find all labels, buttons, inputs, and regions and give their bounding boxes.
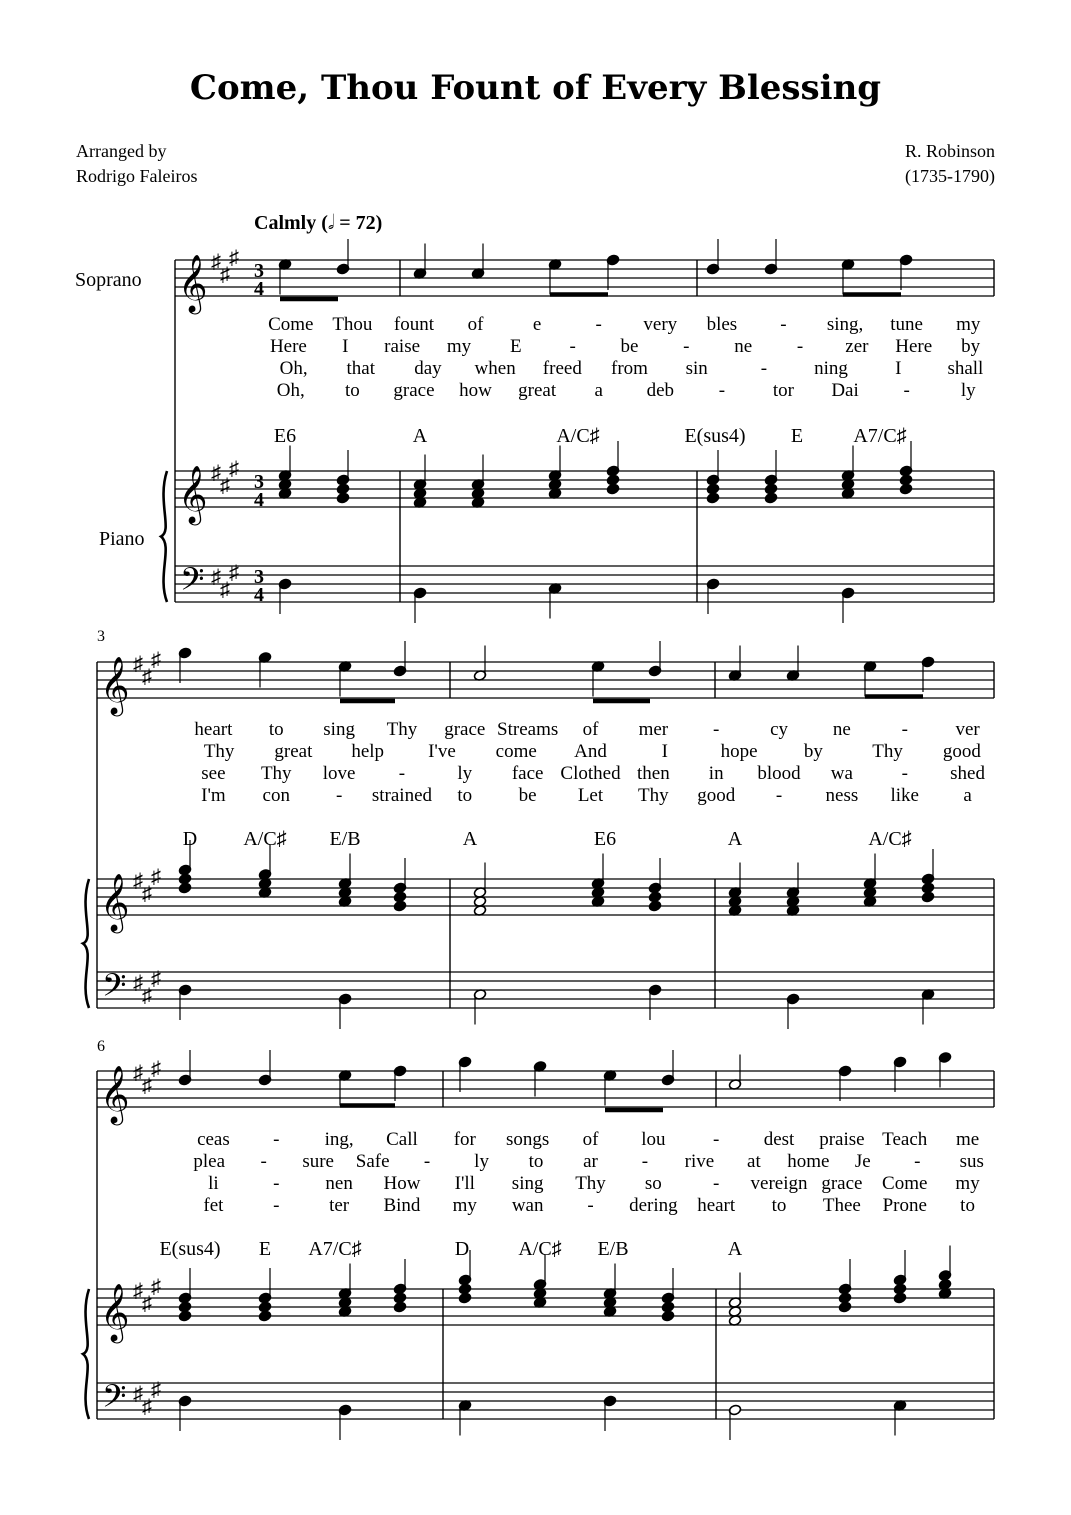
lyric-syllable: of — [582, 719, 599, 740]
lyric-syllable: How — [383, 1173, 421, 1194]
lyric-syllable: ar — [583, 1151, 598, 1172]
sharp-icon: ♯ — [142, 883, 152, 905]
lyric-syllable: wa — [830, 763, 853, 784]
lyric-syllable: - — [398, 763, 406, 784]
notehead — [838, 1301, 851, 1313]
lyric-syllable: a — [963, 785, 972, 806]
lyric-syllable: my — [446, 336, 472, 357]
lyric-syllable: to — [344, 380, 360, 401]
notehead — [648, 900, 661, 912]
lyric-syllable: - — [335, 785, 343, 806]
lyric-syllable: at — [747, 1151, 761, 1172]
chord-symbol: D — [182, 828, 198, 850]
lyric-syllable: e — [532, 314, 542, 335]
notehead — [178, 882, 191, 894]
lyric-syllable: I — [895, 358, 902, 379]
lyric-syllable: heart — [194, 719, 233, 740]
lyric-syllable: by — [803, 741, 823, 762]
lyric-syllable: tune — [890, 314, 923, 335]
lyric-syllable: vereign — [750, 1173, 808, 1194]
lyric-syllable: ly — [457, 763, 473, 784]
lyric-syllable: to — [457, 785, 473, 806]
sharp-icon: ♯ — [142, 1396, 152, 1418]
lyric-syllable: praise — [819, 1129, 865, 1150]
lyric-syllable: ness — [825, 785, 859, 806]
sharp-icon: ♯ — [133, 1383, 143, 1405]
chord-symbol: E — [258, 1238, 272, 1260]
chord-symbol: E6 — [593, 828, 617, 850]
notehead — [899, 483, 912, 495]
lyric-syllable: grace — [393, 380, 435, 401]
lyric-syllable: Oh, — [279, 358, 308, 379]
arranger-line-1: Arranged by — [76, 141, 167, 161]
lyric-syllable: to — [960, 1195, 975, 1216]
chord-symbol: E/B — [597, 1238, 629, 1260]
chord-symbol: A — [462, 828, 478, 850]
lyric-syllable: to — [528, 1151, 544, 1172]
lyric-syllable: so — [644, 1173, 662, 1194]
lyric-syllable: grace — [444, 719, 486, 740]
lyric-syllable: - — [780, 314, 787, 335]
lyric-syllable: con — [262, 785, 290, 806]
chord-symbol: A/C♯ — [868, 828, 912, 850]
chord-symbol: A — [412, 425, 428, 447]
lyric-syllable: when — [474, 358, 516, 379]
time-signature-bottom: 4 — [254, 489, 264, 511]
notehead — [393, 900, 406, 912]
lyric-syllable: wan — [511, 1195, 544, 1216]
lyric-syllable: Thee — [822, 1195, 861, 1216]
lyric-syllable: for — [453, 1129, 476, 1150]
sharp-icon: ♯ — [142, 1293, 152, 1315]
lyric-syllable: by — [961, 336, 981, 357]
lyric-syllable: songs — [506, 1129, 550, 1150]
treble-clef-icon: 𝄞 — [100, 874, 130, 930]
score-title: Come, Thou Fount of Every Blessing — [189, 68, 882, 108]
lyric-syllable: Thy — [575, 1173, 606, 1194]
lyric-syllable: Prone — [882, 1195, 927, 1216]
lyric-syllable: deb — [646, 380, 675, 401]
sharp-icon: ♯ — [133, 1280, 143, 1302]
lyric-syllable: great — [274, 741, 313, 762]
lyric-syllable: Call — [386, 1129, 418, 1150]
sharp-icon: ♯ — [220, 264, 230, 286]
piano-brace-icon — [83, 1289, 89, 1419]
piano-brace-icon — [161, 471, 167, 602]
sharp-icon: ♯ — [133, 870, 143, 892]
lyric-syllable: Clothed — [560, 763, 621, 784]
sharp-icon: ♯ — [229, 247, 239, 269]
lyric-syllable: nen — [325, 1173, 353, 1194]
lyric-syllable: shed — [950, 763, 985, 784]
lyric-syllable: sure — [302, 1151, 334, 1172]
sharp-icon: ♯ — [211, 251, 221, 273]
time-signature-bottom: 4 — [254, 278, 264, 300]
lyric-syllable: Thy — [638, 785, 669, 806]
chord-symbol: A7/C♯ — [308, 1238, 362, 1260]
lyric-syllable: mer — [638, 719, 669, 740]
sharp-icon: ♯ — [151, 1276, 161, 1298]
lyric-syllable: tor — [772, 380, 795, 401]
lyric-syllable: - — [587, 1195, 594, 1216]
treble-clef-icon: 𝄞 — [178, 466, 208, 522]
lyric-syllable: Streams — [497, 719, 559, 740]
lyric-syllable: me — [955, 1129, 980, 1150]
lyric-syllable: Safe — [355, 1151, 390, 1172]
lyric-syllable: Teach — [882, 1129, 928, 1150]
sharp-icon: ♯ — [220, 579, 230, 601]
lyric-syllable: And — [574, 741, 607, 762]
time-signature-top: 3 — [254, 566, 264, 588]
tempo-bpm: = 72 — [339, 212, 376, 234]
lyric-syllable: Here — [269, 336, 307, 357]
lyric-syllable: Oh, — [276, 380, 305, 401]
lyric-syllable: E — [510, 336, 522, 357]
lyric-syllable: sus — [959, 1151, 984, 1172]
lyric-syllable: see — [201, 763, 226, 784]
lyric-syllable: hope — [720, 741, 758, 762]
lyric-syllable: - — [569, 336, 576, 357]
composer-line-2: (1735-1790) — [905, 166, 995, 186]
lyric-syllable: Bind — [383, 1195, 421, 1216]
lyric-syllable: home — [787, 1151, 830, 1172]
sharp-icon: ♯ — [142, 985, 152, 1007]
lyric-syllable: sin — [685, 358, 708, 379]
bass-clef-icon: 𝄢 — [102, 1380, 127, 1422]
sharp-icon: ♯ — [229, 458, 239, 480]
notehead — [661, 1310, 674, 1322]
lyric-syllable: my — [956, 314, 981, 335]
lyric-syllable: ly — [474, 1151, 489, 1172]
lyric-syllable: ter — [329, 1195, 350, 1216]
lyric-syllable: Thy — [386, 719, 418, 740]
sharp-icon: ♯ — [133, 653, 143, 675]
lyric-syllable: I'll — [454, 1173, 475, 1194]
chord-symbol: E6 — [273, 425, 297, 447]
lyric-syllable: - — [713, 719, 720, 740]
lyric-syllable: face — [511, 763, 544, 784]
sharp-icon: ♯ — [211, 462, 221, 484]
lyric-syllable: - — [796, 336, 804, 357]
lyric-syllable: how — [459, 380, 492, 401]
lyric-syllable: cy — [770, 719, 789, 740]
sharp-icon: ♯ — [133, 1062, 143, 1084]
lyric-syllable: a — [594, 380, 603, 401]
notehead — [706, 492, 719, 504]
lyric-syllable: I — [342, 336, 349, 357]
lyric-syllable: my — [452, 1195, 477, 1216]
chord-symbol: E(sus4) — [684, 425, 746, 447]
lyric-syllable: shall — [947, 358, 984, 379]
sharp-icon: ♯ — [211, 566, 221, 588]
lyric-syllable: ne — [832, 719, 851, 740]
lyric-syllable: - — [713, 1129, 720, 1150]
chord-symbol: E/B — [329, 828, 361, 850]
lyric-syllable: ver — [955, 719, 980, 740]
notehead — [393, 1301, 406, 1313]
sharp-icon: ♯ — [220, 475, 230, 497]
arranger-line-2: Rodrigo Faleiros — [76, 166, 198, 186]
treble-clef-icon: 𝄞 — [100, 1284, 130, 1340]
lyric-syllable: Let — [577, 785, 604, 806]
time-signature-top: 3 — [254, 471, 264, 493]
lyric-syllable: - — [641, 1151, 649, 1172]
lyric-syllable: Thy — [260, 763, 292, 784]
lyric-syllable: - — [713, 1173, 720, 1194]
sharp-icon: ♯ — [151, 968, 161, 990]
notehead — [458, 1292, 471, 1304]
lyric-syllable: Thy — [203, 741, 235, 762]
tempo-marking: Calmly (𝅗𝅥 = 72) — [254, 212, 383, 234]
lyric-syllable: plea — [193, 1151, 226, 1172]
lyric-syllable: li — [208, 1173, 219, 1194]
lyric-syllable: Dai — [831, 380, 859, 401]
lyric-syllable: good — [697, 785, 736, 806]
lyric-syllable: sing — [511, 1173, 544, 1194]
lyric-syllable: dering — [629, 1195, 678, 1216]
lyric-syllable: come — [495, 741, 537, 762]
lyric-syllable: be — [620, 336, 639, 357]
soprano-label: Soprano — [75, 269, 142, 291]
lyric-syllable: - — [901, 719, 908, 740]
lyric-syllable: - — [760, 358, 768, 379]
notehead — [336, 492, 349, 504]
treble-clef-icon: 𝄞 — [100, 1066, 130, 1122]
lyric-syllable: - — [260, 1151, 267, 1172]
lyric-syllable: - — [903, 380, 910, 401]
lyric-syllable: rive — [684, 1151, 715, 1172]
bass-clef-icon: 𝄢 — [180, 563, 205, 605]
sharp-icon: ♯ — [151, 1058, 161, 1080]
lyric-syllable: zer — [845, 336, 869, 357]
quarter-note-icon: 𝅗𝅥 — [327, 212, 335, 234]
lyric-syllable: great — [518, 380, 557, 401]
lyric-syllable: from — [611, 358, 648, 379]
lyric-syllable: ne — [734, 336, 753, 357]
lyric-syllable: to — [268, 719, 284, 740]
lyric-syllable: ly — [960, 380, 976, 401]
chord-symbol: A/C♯ — [243, 828, 287, 850]
lyric-syllable: heart — [697, 1195, 736, 1216]
measure-number: 6 — [97, 1038, 105, 1055]
lyric-syllable: - — [595, 314, 602, 335]
lyric-syllable: fount — [393, 314, 435, 335]
notehead — [893, 1292, 906, 1304]
lyric-syllable: raise — [384, 336, 421, 357]
piano-label: Piano — [99, 528, 145, 550]
piano-brace-icon — [83, 879, 89, 1008]
lyric-syllable: ing, — [324, 1129, 354, 1150]
lyric-syllable: - — [273, 1173, 280, 1194]
lyric-syllable: sing, — [826, 314, 864, 335]
lyric-syllable: that — [346, 358, 376, 379]
chord-symbol: A — [727, 1238, 743, 1260]
composer-line-1: R. Robinson — [904, 141, 995, 161]
chord-symbol: E(sus4) — [159, 1238, 221, 1260]
sharp-icon: ♯ — [229, 562, 239, 584]
lyric-syllable: love — [322, 763, 356, 784]
measure-number: 3 — [97, 628, 105, 645]
lyric-syllable: I'm — [201, 785, 226, 806]
lyric-syllable: I — [661, 741, 668, 762]
lyric-syllable: - — [273, 1129, 280, 1150]
treble-clef-icon: 𝄞 — [178, 255, 208, 311]
lyric-syllable: - — [273, 1195, 280, 1216]
lyric-syllable: - — [423, 1151, 431, 1172]
lyric-syllable: bles — [706, 314, 738, 335]
chord-symbol: E — [790, 425, 804, 447]
bass-clef-icon: 𝄢 — [102, 969, 127, 1011]
treble-clef-icon: 𝄞 — [100, 657, 130, 713]
lyric-syllable: - — [775, 785, 783, 806]
lyric-syllable: sing — [323, 719, 355, 740]
lyric-syllable: Here — [895, 336, 933, 357]
lyric-syllable: dest — [763, 1129, 795, 1150]
lyric-syllable: I've — [428, 741, 456, 762]
lyric-syllable: strained — [371, 785, 433, 806]
chord-symbol: A/C♯ — [556, 425, 600, 447]
lyric-syllable: then — [636, 763, 670, 784]
lyric-syllable: Come — [882, 1173, 928, 1194]
lyric-syllable: fet — [203, 1195, 224, 1216]
sharp-icon: ♯ — [151, 866, 161, 888]
lyric-syllable: in — [708, 763, 724, 784]
lyric-syllable: very — [643, 314, 678, 335]
lyric-syllable: Je — [854, 1151, 871, 1172]
chord-symbol: D — [454, 1238, 470, 1260]
lyric-syllable: like — [890, 785, 919, 806]
notehead — [606, 483, 619, 495]
lyric-syllable: - — [683, 336, 690, 357]
lyric-syllable: my — [955, 1173, 980, 1194]
lyric-syllable: Thou — [332, 314, 373, 335]
lyric-syllable: Come — [268, 314, 314, 335]
lyric-syllable: lou — [641, 1129, 666, 1150]
lyric-syllable: good — [942, 741, 981, 762]
sharp-icon: ♯ — [133, 972, 143, 994]
lyric-syllable: blood — [757, 763, 801, 784]
lyric-syllable: ning — [814, 358, 848, 379]
chord-symbol: A/C♯ — [518, 1238, 562, 1260]
time-signature-top: 3 — [254, 260, 264, 282]
notehead — [258, 1310, 271, 1322]
lyric-syllable: - — [914, 1151, 921, 1172]
lyric-syllable: day — [414, 358, 442, 379]
lyric-syllable: - — [901, 763, 908, 784]
lyric-syllable: of — [467, 314, 484, 335]
lyric-syllable: be — [518, 785, 537, 806]
lyric-syllable: ceas — [197, 1129, 230, 1150]
notehead — [921, 891, 934, 903]
lyric-syllable: freed — [542, 358, 582, 379]
sharp-icon: ♯ — [142, 666, 152, 688]
sharp-icon: ♯ — [142, 1075, 152, 1097]
chord-symbol: A — [727, 828, 743, 850]
notehead — [764, 492, 777, 504]
notehead — [178, 1310, 191, 1322]
sharp-icon: ♯ — [151, 1379, 161, 1401]
lyric-syllable: grace — [821, 1173, 863, 1194]
lyric-syllable: help — [351, 741, 385, 762]
lyric-syllable: to — [771, 1195, 787, 1216]
time-signature-bottom: 4 — [254, 584, 264, 606]
tempo-word: Calmly — [254, 212, 317, 234]
lyric-syllable: - — [718, 380, 726, 401]
sharp-icon: ♯ — [151, 649, 161, 671]
lyric-syllable: of — [582, 1129, 599, 1150]
lyric-syllable: Thy — [872, 741, 903, 762]
chord-symbol: A7/C♯ — [853, 425, 907, 447]
